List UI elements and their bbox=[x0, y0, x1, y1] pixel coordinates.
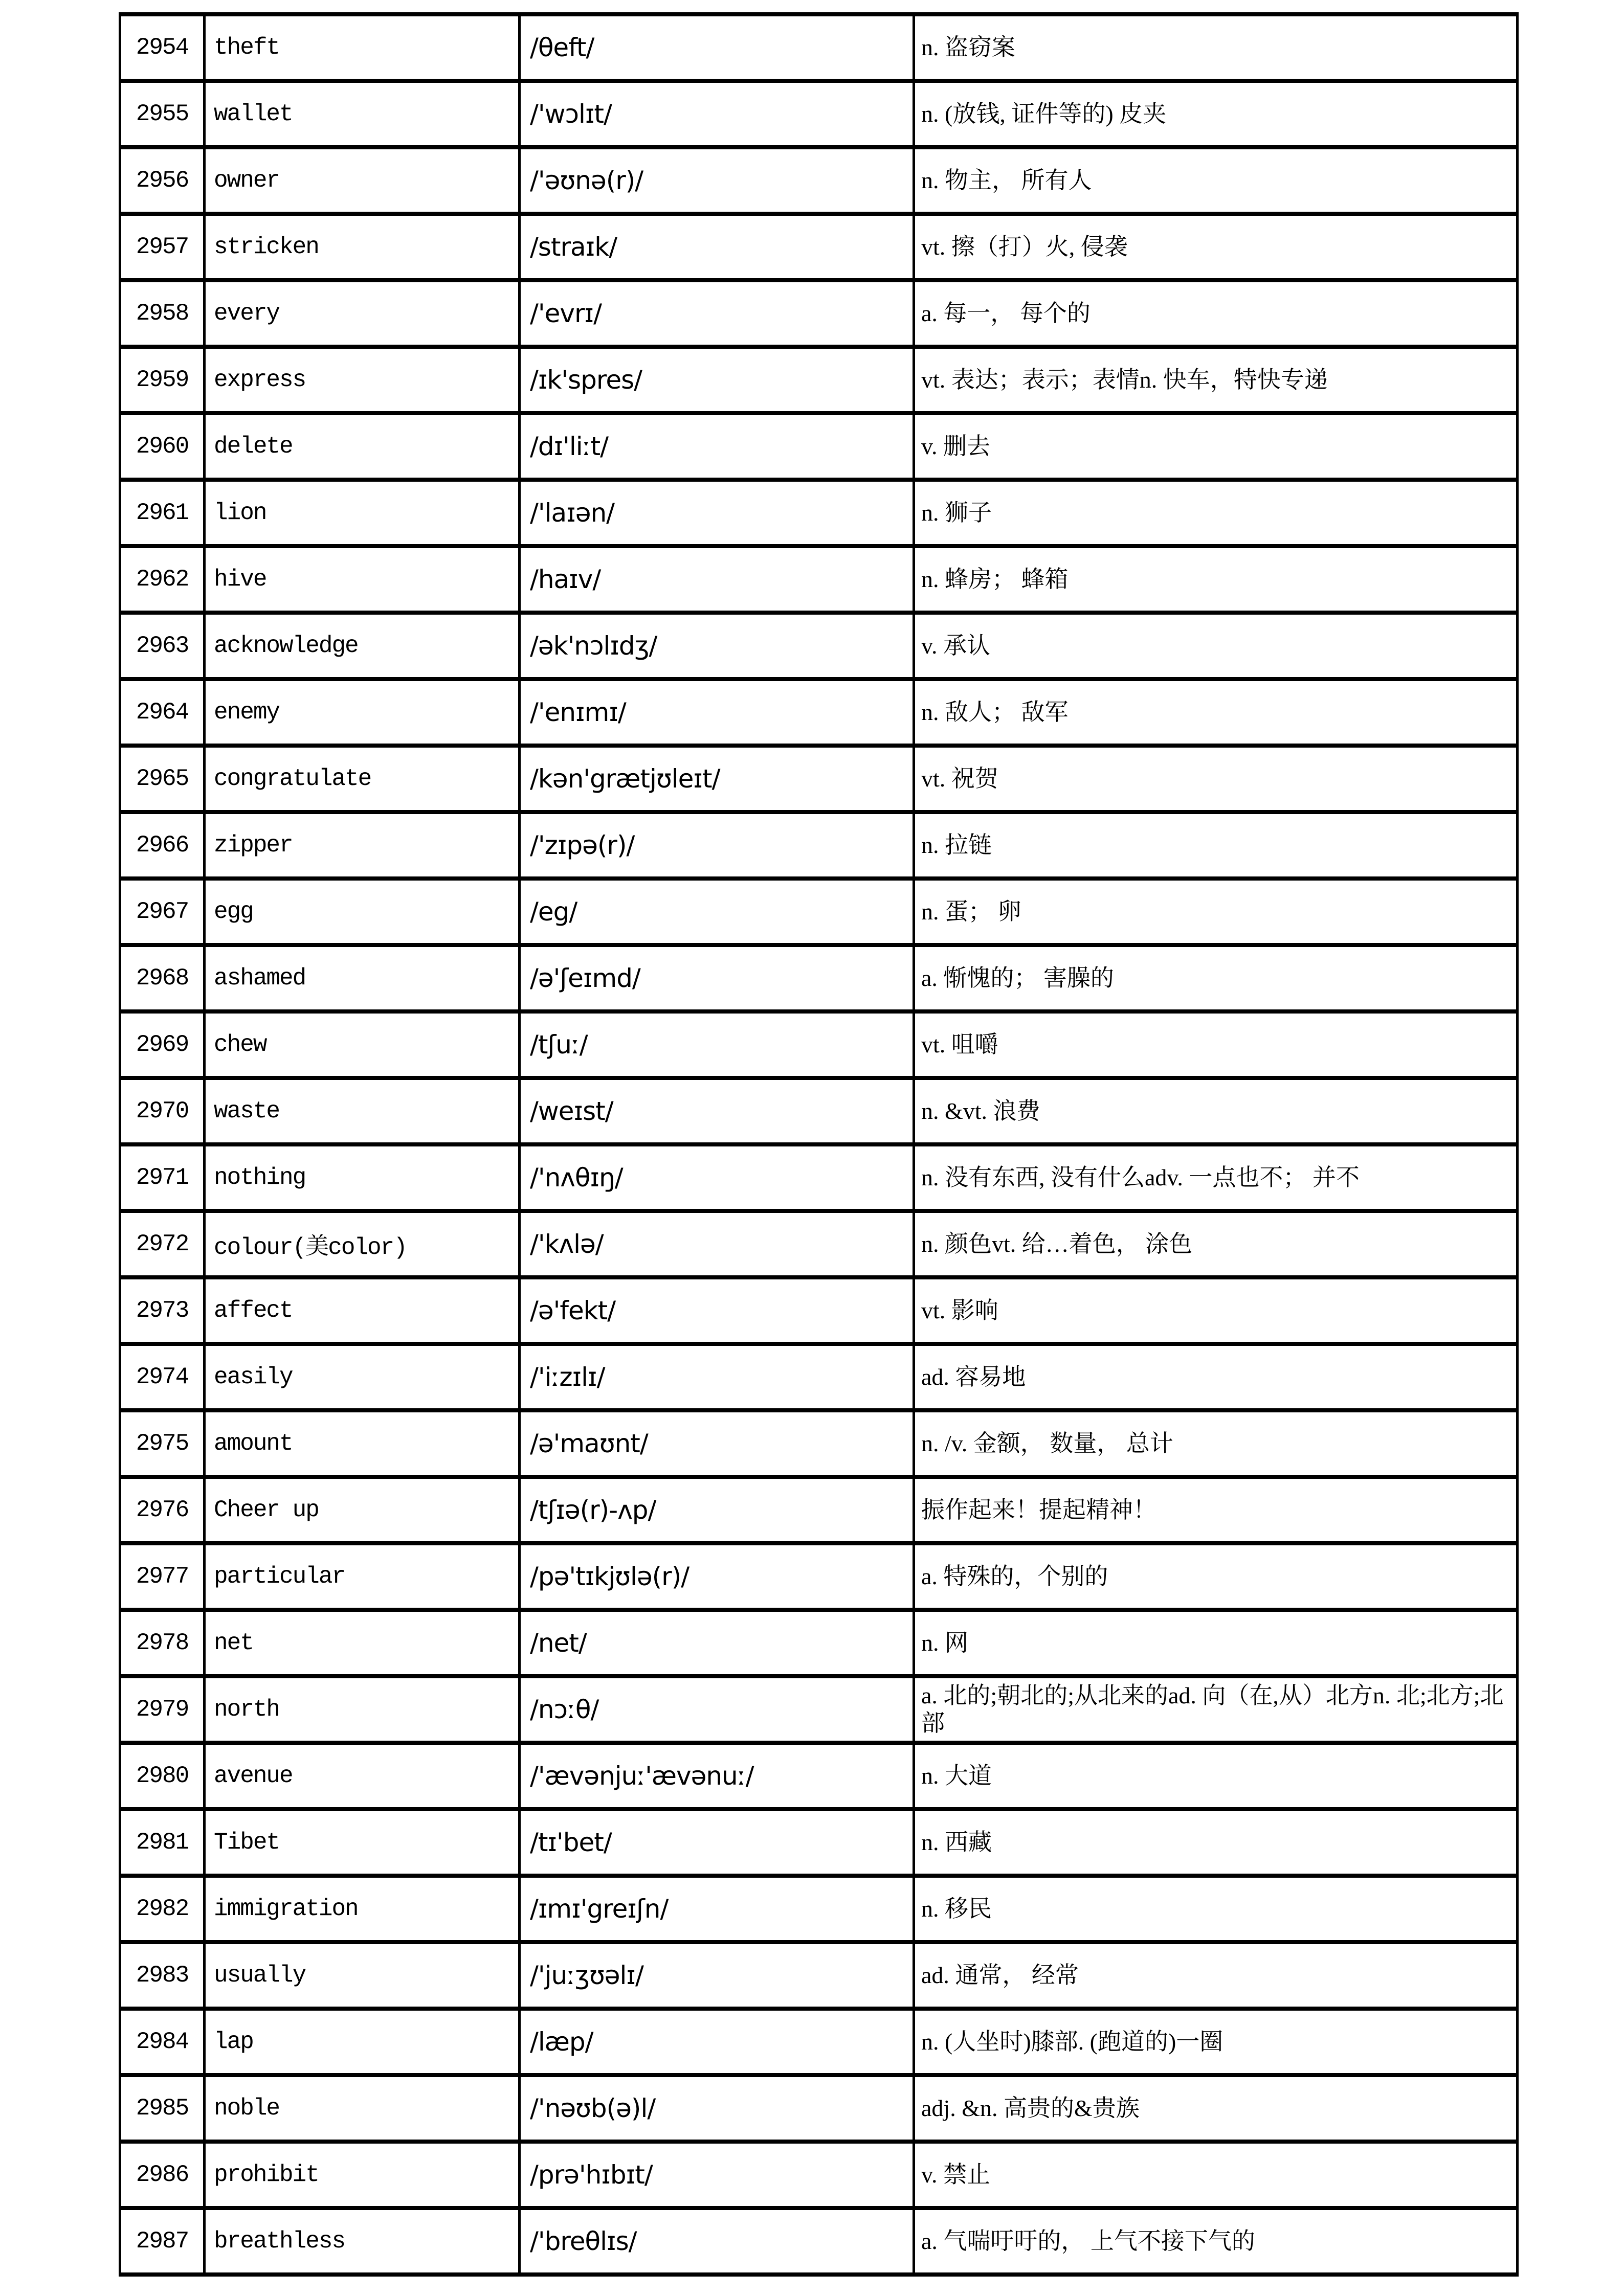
word-cell: lap bbox=[205, 2009, 520, 2075]
row-number-cell: 2984 bbox=[120, 2009, 205, 2075]
word-cell: wallet bbox=[205, 81, 520, 147]
table-row bbox=[120, 613, 1518, 679]
table-row bbox=[120, 2075, 1518, 2142]
meaning-cell: n. 西藏 bbox=[914, 1809, 1518, 1876]
table-row bbox=[120, 480, 1518, 546]
phonetic-cell: /'zɪpə(r)/ bbox=[520, 812, 914, 879]
phonetic-cell: /tɪ'bet/ bbox=[520, 1809, 914, 1876]
row-number-cell: 2964 bbox=[120, 679, 205, 746]
meaning-cell: n. 敌人； 敌军 bbox=[914, 679, 1518, 746]
phonetic-cell: /net/ bbox=[520, 1610, 914, 1676]
word-cell: particular bbox=[205, 1543, 520, 1610]
row-number-cell: 2965 bbox=[120, 746, 205, 812]
phonetic-cell: /straɪk/ bbox=[520, 214, 914, 280]
meaning-cell: n. 大道 bbox=[914, 1743, 1518, 1809]
phonetic-cell: /'juːʒʊəlɪ/ bbox=[520, 1942, 914, 2009]
word-cell: nothing bbox=[205, 1144, 520, 1211]
meaning-cell: a. 每一， 每个的 bbox=[914, 280, 1518, 347]
word-cell: enemy bbox=[205, 679, 520, 746]
phonetic-cell: /θeft/ bbox=[520, 14, 914, 81]
phonetic-cell: /ə'ʃeɪmd/ bbox=[520, 945, 914, 1011]
meaning-cell: n. 蛋； 卵 bbox=[914, 879, 1518, 945]
table-row bbox=[120, 1676, 1518, 1743]
row-number-cell: 2977 bbox=[120, 1543, 205, 1610]
phonetic-cell: /'iːzɪlɪ/ bbox=[520, 1344, 914, 1410]
row-number-cell: 2982 bbox=[120, 1876, 205, 1942]
row-number-cell: 2975 bbox=[120, 1410, 205, 1477]
table-row bbox=[120, 280, 1518, 347]
table-row bbox=[120, 812, 1518, 879]
row-number-cell: 2970 bbox=[120, 1078, 205, 1144]
phonetic-cell: /'nəʊb(ə)l/ bbox=[520, 2075, 914, 2142]
phonetic-cell: /ɪmɪ'greɪʃn/ bbox=[520, 1876, 914, 1942]
word-cell: usually bbox=[205, 1942, 520, 2009]
phonetic-cell: /'əʊnə(r)/ bbox=[520, 147, 914, 214]
word-cell: Cheer up bbox=[205, 1477, 520, 1543]
row-number-cell: 2974 bbox=[120, 1344, 205, 1410]
word-cell: zipper bbox=[205, 812, 520, 879]
meaning-cell: n. 狮子 bbox=[914, 480, 1518, 546]
word-cell: Tibet bbox=[205, 1809, 520, 1876]
meaning-cell: vt. 擦（打）火, 侵袭 bbox=[914, 214, 1518, 280]
phonetic-cell: /'kʌlə/ bbox=[520, 1211, 914, 1277]
word-cell: immigration bbox=[205, 1876, 520, 1942]
meaning-cell: n. 移民 bbox=[914, 1876, 1518, 1942]
row-number-cell: 2987 bbox=[120, 2208, 205, 2275]
phonetic-cell: /ə'maʊnt/ bbox=[520, 1410, 914, 1477]
word-cell: amount bbox=[205, 1410, 520, 1477]
word-cell: avenue bbox=[205, 1743, 520, 1809]
table-row bbox=[120, 1144, 1518, 1211]
row-number-cell: 2963 bbox=[120, 613, 205, 679]
row-number-cell: 2969 bbox=[120, 1011, 205, 1078]
table-row bbox=[120, 1011, 1518, 1078]
meaning-cell: a. 气喘吁吁的， 上气不接下气的 bbox=[914, 2208, 1518, 2275]
word-cell: waste bbox=[205, 1078, 520, 1144]
row-number-cell: 2966 bbox=[120, 812, 205, 879]
meaning-cell: n. 物主， 所有人 bbox=[914, 147, 1518, 214]
table-row bbox=[120, 1211, 1518, 1277]
meaning-cell: a. 特殊的，个别的 bbox=[914, 1543, 1518, 1610]
phonetic-cell: /læp/ bbox=[520, 2009, 914, 2075]
phonetic-cell: /eg/ bbox=[520, 879, 914, 945]
row-number-cell: 2958 bbox=[120, 280, 205, 347]
meaning-cell: vt. 祝贺 bbox=[914, 746, 1518, 812]
phonetic-cell: /ɪk'spres/ bbox=[520, 347, 914, 413]
table-row bbox=[120, 1543, 1518, 1610]
row-number-cell: 2961 bbox=[120, 480, 205, 546]
row-number-cell: 2976 bbox=[120, 1477, 205, 1543]
word-cell: ashamed bbox=[205, 945, 520, 1011]
meaning-cell: ad. 容易地 bbox=[914, 1344, 1518, 1410]
table-row bbox=[120, 14, 1518, 81]
word-cell: lion bbox=[205, 480, 520, 546]
phonetic-cell: /prə'hɪbɪt/ bbox=[520, 2142, 914, 2208]
phonetic-cell: /'evrɪ/ bbox=[520, 280, 914, 347]
word-cell: congratulate bbox=[205, 746, 520, 812]
table-row bbox=[120, 1410, 1518, 1477]
meaning-cell: n. 盗窃案 bbox=[914, 14, 1518, 81]
table-row bbox=[120, 1610, 1518, 1676]
meaning-cell: n. (放钱, 证件等的) 皮夹 bbox=[914, 81, 1518, 147]
meaning-cell: n. 颜色vt. 给…着色， 涂色 bbox=[914, 1211, 1518, 1277]
meaning-cell: vt. 表达；表示；表情n. 快车，特快专递 bbox=[914, 347, 1518, 413]
word-cell: easily bbox=[205, 1344, 520, 1410]
table-row bbox=[120, 1743, 1518, 1809]
row-number-cell: 2978 bbox=[120, 1610, 205, 1676]
phonetic-cell: /tʃuː/ bbox=[520, 1011, 914, 1078]
row-number-cell: 2979 bbox=[120, 1676, 205, 1743]
row-number-cell: 2959 bbox=[120, 347, 205, 413]
row-number-cell: 2962 bbox=[120, 546, 205, 613]
meaning-cell: vt. 咀嚼 bbox=[914, 1011, 1518, 1078]
phonetic-cell: /kən'grætjʊleɪt/ bbox=[520, 746, 914, 812]
meaning-cell: n. 蜂房； 蜂箱 bbox=[914, 546, 1518, 613]
meaning-cell: n. /v. 金额， 数量， 总计 bbox=[914, 1410, 1518, 1477]
phonetic-cell: /tʃɪə(r)-ʌp/ bbox=[520, 1477, 914, 1543]
phonetic-cell: /'laɪən/ bbox=[520, 480, 914, 546]
table-row bbox=[120, 1477, 1518, 1543]
word-cell: stricken bbox=[205, 214, 520, 280]
phonetic-cell: /'breθlɪs/ bbox=[520, 2208, 914, 2275]
row-number-cell: 2955 bbox=[120, 81, 205, 147]
vocab-table-body bbox=[120, 14, 1518, 2275]
phonetic-cell: /haɪv/ bbox=[520, 546, 914, 613]
meaning-cell: v. 禁止 bbox=[914, 2142, 1518, 2208]
word-cell: theft bbox=[205, 14, 520, 81]
meaning-cell: a. 惭愧的； 害臊的 bbox=[914, 945, 1518, 1011]
word-cell: colour(美color) bbox=[205, 1211, 520, 1277]
row-number-cell: 2980 bbox=[120, 1743, 205, 1809]
phonetic-cell: /dɪ'liːt/ bbox=[520, 413, 914, 480]
phonetic-cell: /weɪst/ bbox=[520, 1078, 914, 1144]
row-number-cell: 2967 bbox=[120, 879, 205, 945]
word-cell: net bbox=[205, 1610, 520, 1676]
meaning-cell: n. 没有东西, 没有什么adv. 一点也不； 并不 bbox=[914, 1144, 1518, 1211]
row-number-cell: 2960 bbox=[120, 413, 205, 480]
word-cell: egg bbox=[205, 879, 520, 945]
meaning-cell: n. 网 bbox=[914, 1610, 1518, 1676]
word-cell: north bbox=[205, 1676, 520, 1743]
meaning-cell: n. &vt. 浪费 bbox=[914, 1078, 1518, 1144]
table-row bbox=[120, 1876, 1518, 1942]
word-cell: breathless bbox=[205, 2208, 520, 2275]
row-number-cell: 2983 bbox=[120, 1942, 205, 2009]
row-number-cell: 2968 bbox=[120, 945, 205, 1011]
phonetic-cell: /ək'nɔlɪdʒ/ bbox=[520, 613, 914, 679]
table-row bbox=[120, 2208, 1518, 2275]
word-cell: prohibit bbox=[205, 2142, 520, 2208]
row-number-cell: 2986 bbox=[120, 2142, 205, 2208]
table-row bbox=[120, 1344, 1518, 1410]
phonetic-cell: /pə'tɪkjʊlə(r)/ bbox=[520, 1543, 914, 1610]
meaning-cell: vt. 影响 bbox=[914, 1277, 1518, 1344]
word-cell: noble bbox=[205, 2075, 520, 2142]
row-number-cell: 2972 bbox=[120, 1211, 205, 1277]
phonetic-cell: /'wɔlɪt/ bbox=[520, 81, 914, 147]
word-cell: hive bbox=[205, 546, 520, 613]
table-row bbox=[120, 1809, 1518, 1876]
table-row bbox=[120, 347, 1518, 413]
row-number-cell: 2985 bbox=[120, 2075, 205, 2142]
meaning-cell: v. 删去 bbox=[914, 413, 1518, 480]
table-row bbox=[120, 2009, 1518, 2075]
row-number-cell: 2973 bbox=[120, 1277, 205, 1344]
word-cell: express bbox=[205, 347, 520, 413]
phonetic-cell: /'ævənjuː'ævənuː/ bbox=[520, 1743, 914, 1809]
table-row bbox=[120, 2142, 1518, 2208]
phonetic-cell: /ə'fekt/ bbox=[520, 1277, 914, 1344]
row-number-cell: 2971 bbox=[120, 1144, 205, 1211]
phonetic-cell: /'nʌθɪŋ/ bbox=[520, 1144, 914, 1211]
meaning-cell: 振作起来！提起精神！ bbox=[914, 1477, 1518, 1543]
phonetic-cell: /nɔːθ/ bbox=[520, 1676, 914, 1743]
table-row bbox=[120, 1277, 1518, 1344]
table-row bbox=[120, 746, 1518, 812]
meaning-cell: n. 拉链 bbox=[914, 812, 1518, 879]
table-row bbox=[120, 147, 1518, 214]
row-number-cell: 2981 bbox=[120, 1809, 205, 1876]
table-row bbox=[120, 1942, 1518, 2009]
table-row bbox=[120, 679, 1518, 746]
table-row bbox=[120, 413, 1518, 480]
word-cell: owner bbox=[205, 147, 520, 214]
meaning-cell: n. (人坐时)膝部. (跑道的)一圈 bbox=[914, 2009, 1518, 2075]
row-number-cell: 2954 bbox=[120, 14, 205, 81]
table-row bbox=[120, 945, 1518, 1011]
word-cell: delete bbox=[205, 413, 520, 480]
table-row bbox=[120, 1078, 1518, 1144]
row-number-cell: 2957 bbox=[120, 214, 205, 280]
table-row bbox=[120, 879, 1518, 945]
table-row bbox=[120, 214, 1518, 280]
row-number-cell: 2956 bbox=[120, 147, 205, 214]
meaning-cell: v. 承认 bbox=[914, 613, 1518, 679]
meaning-cell: ad. 通常， 经常 bbox=[914, 1942, 1518, 2009]
table-row bbox=[120, 546, 1518, 613]
word-cell: affect bbox=[205, 1277, 520, 1344]
vocab-table bbox=[119, 12, 1519, 2277]
word-cell: acknowledge bbox=[205, 613, 520, 679]
word-cell: chew bbox=[205, 1011, 520, 1078]
meaning-cell: a. 北的;朝北的;从北来的ad. 向（在,从）北方n. 北;北方;北部 bbox=[914, 1676, 1518, 1743]
table-row bbox=[120, 81, 1518, 147]
word-cell: every bbox=[205, 280, 520, 347]
phonetic-cell: /'enɪmɪ/ bbox=[520, 679, 914, 746]
meaning-cell: adj. &n. 高贵的&贵族 bbox=[914, 2075, 1518, 2142]
